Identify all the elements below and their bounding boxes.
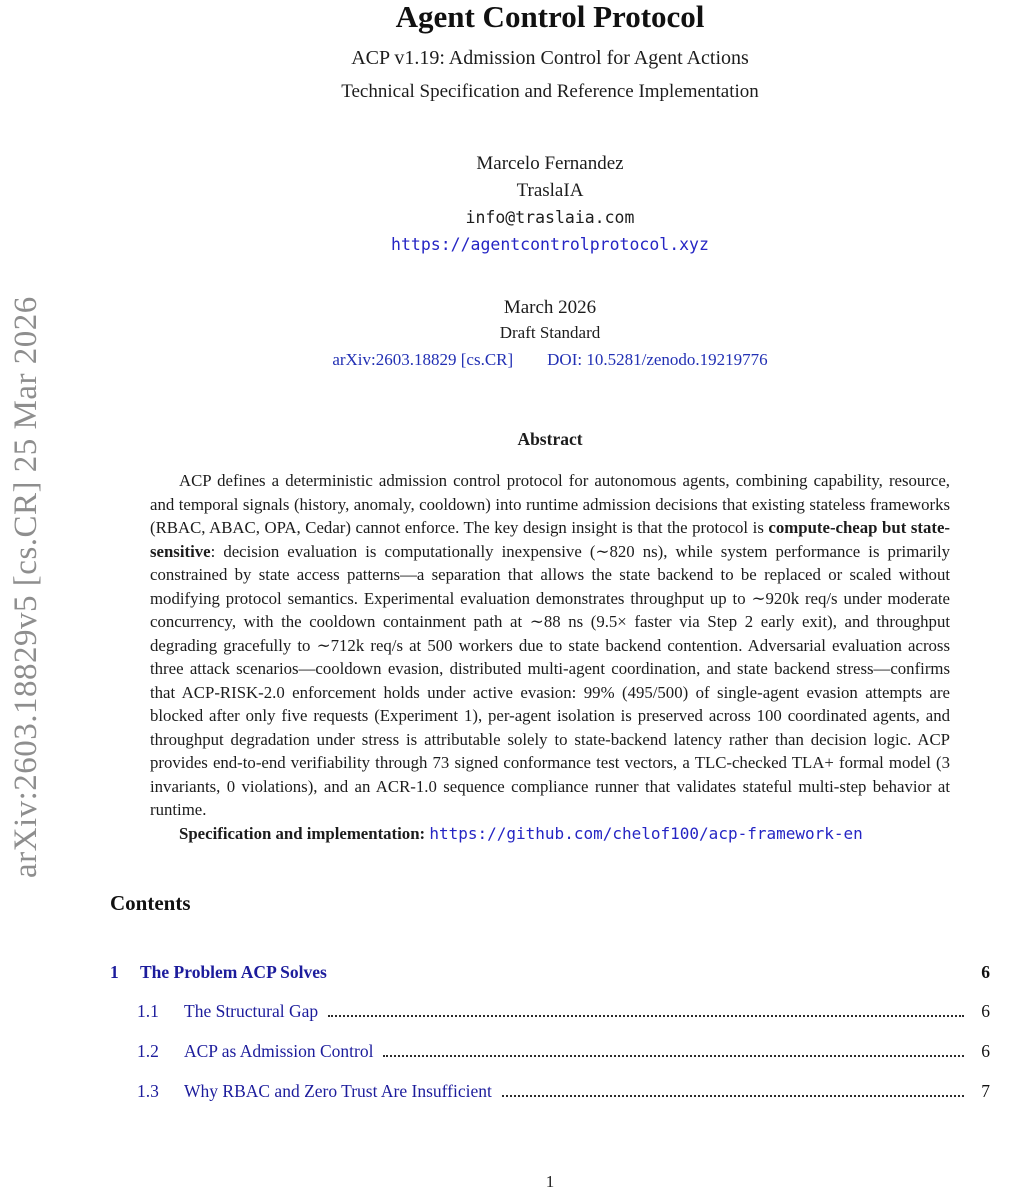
page-number: 1: [545, 1172, 555, 1191]
abstract-heading: Abstract: [517, 429, 583, 449]
table-of-contents: [110, 962, 990, 1102]
toc-item-page: 6: [981, 1041, 990, 1061]
toc-item-page: 7: [981, 1081, 990, 1101]
arxiv-id-link[interactable]: arXiv:2603.18829 [cs.CR]: [332, 350, 514, 369]
toc-leader-dots: [502, 1095, 964, 1097]
paper-date: March 2026: [503, 297, 597, 318]
paper-status: Draft Standard: [499, 323, 601, 342]
toc-item-title: ACP as Admission Control: [184, 1041, 374, 1061]
website-link[interactable]: https://agentcontrolprotocol.xyz: [391, 235, 709, 254]
toc-item-number: 1.2: [137, 1041, 159, 1061]
toc-leader-dots: [383, 1055, 964, 1057]
spec-line: [150, 822, 950, 846]
author-email: info@traslaia.com: [465, 208, 635, 227]
toc-item-1-1[interactable]: [137, 1001, 990, 1022]
toc-item-number: 1.1: [137, 1001, 159, 1021]
toc-section-page: 6: [981, 962, 990, 982]
toc-item-number: 1.3: [137, 1081, 159, 1101]
github-link[interactable]: https://github.com/chelof100/acp-framework-en: [429, 823, 863, 843]
abstract-body: [150, 469, 950, 845]
toc-item-title: The Structural Gap: [184, 1001, 319, 1021]
paper-subtitle-2: Technical Specification and Reference Implementation: [341, 81, 759, 102]
abstract-lead: ACP defines a deterministic admission control protocol for autonomous agents, combining capability, resource, and temporal signals (history, anomaly, cooldown) into runtime admission decisions that existing stateless frameworks (RBAC, ABAC, OPA, Cedar) cannot enforce. The key design insight is that the protocol is: [150, 471, 950, 537]
toc-section-number: 1: [110, 962, 119, 982]
contents-heading: Contents: [110, 891, 191, 915]
arxiv-watermark: arXiv:2603.18829v5 [cs.CR] 25 Mar 2026: [8, 296, 44, 878]
author-affiliation: TraslaIA: [516, 180, 584, 201]
toc-leader-dots: [328, 1015, 964, 1017]
doi-link[interactable]: DOI: 10.5281/zenodo.19219776: [547, 350, 768, 369]
toc-section-1[interactable]: [110, 962, 990, 983]
toc-item-page: 6: [981, 1001, 990, 1021]
toc-item-1-3[interactable]: [137, 1081, 990, 1102]
paper-subtitle: ACP v1.19: Admission Control for Agent Actions: [351, 47, 749, 69]
abstract-rest: : decision evaluation is computationally inexpensive (∼820 ns), while system performance is primarily constrained by state access patterns—a separation that allows the state backend to be replaced or scaled without modifying protocol semantics. Experimental evaluation demonstrates throughput up to ∼920k req/s under moderate concurrency, with the cooldown containment path at ∼88 ns (9.5× faster via Step 2 early exit), and throughput degrading gracefully to ∼712k req/s at 500 workers due to state backend contention. Adversarial evaluation across three attack scenarios—cooldown evasion, distributed multi-agent coordination, and state backend stress—confirms that ACP-RISK-2.0 enforcement holds under active evasion: 99% (495/500) of single-agent evasion attempts are blocked after only five requests (Experiment 1), per-agent isolation is preserved across 100 coordinated agents, and throughput degradation under stress is attributable solely to state-backend latency rather than decision logic. ACP provides end-to-end verifiability through 73 signed conformance test vectors, a TLC-checked TLA+ formal model (3 invariants, 0 violations), and an ACR-1.0 sequence compliance runner that validates stateful multi-step behavior at runtime.: [150, 541, 950, 819]
toc-section-title: The Problem ACP Solves: [140, 962, 327, 982]
abstract-paragraph: [150, 469, 950, 822]
paper-title: Agent Control Protocol: [395, 0, 705, 34]
spec-label: Specification and implementation:: [179, 823, 426, 843]
toc-item-title: Why RBAC and Zero Trust Are Insufficient: [184, 1081, 492, 1101]
author-name: Marcelo Fernandez: [476, 153, 624, 174]
abstract-bold-phrase: compute-cheap but state-sensitive: [150, 518, 950, 561]
toc-item-1-2[interactable]: [137, 1041, 990, 1062]
